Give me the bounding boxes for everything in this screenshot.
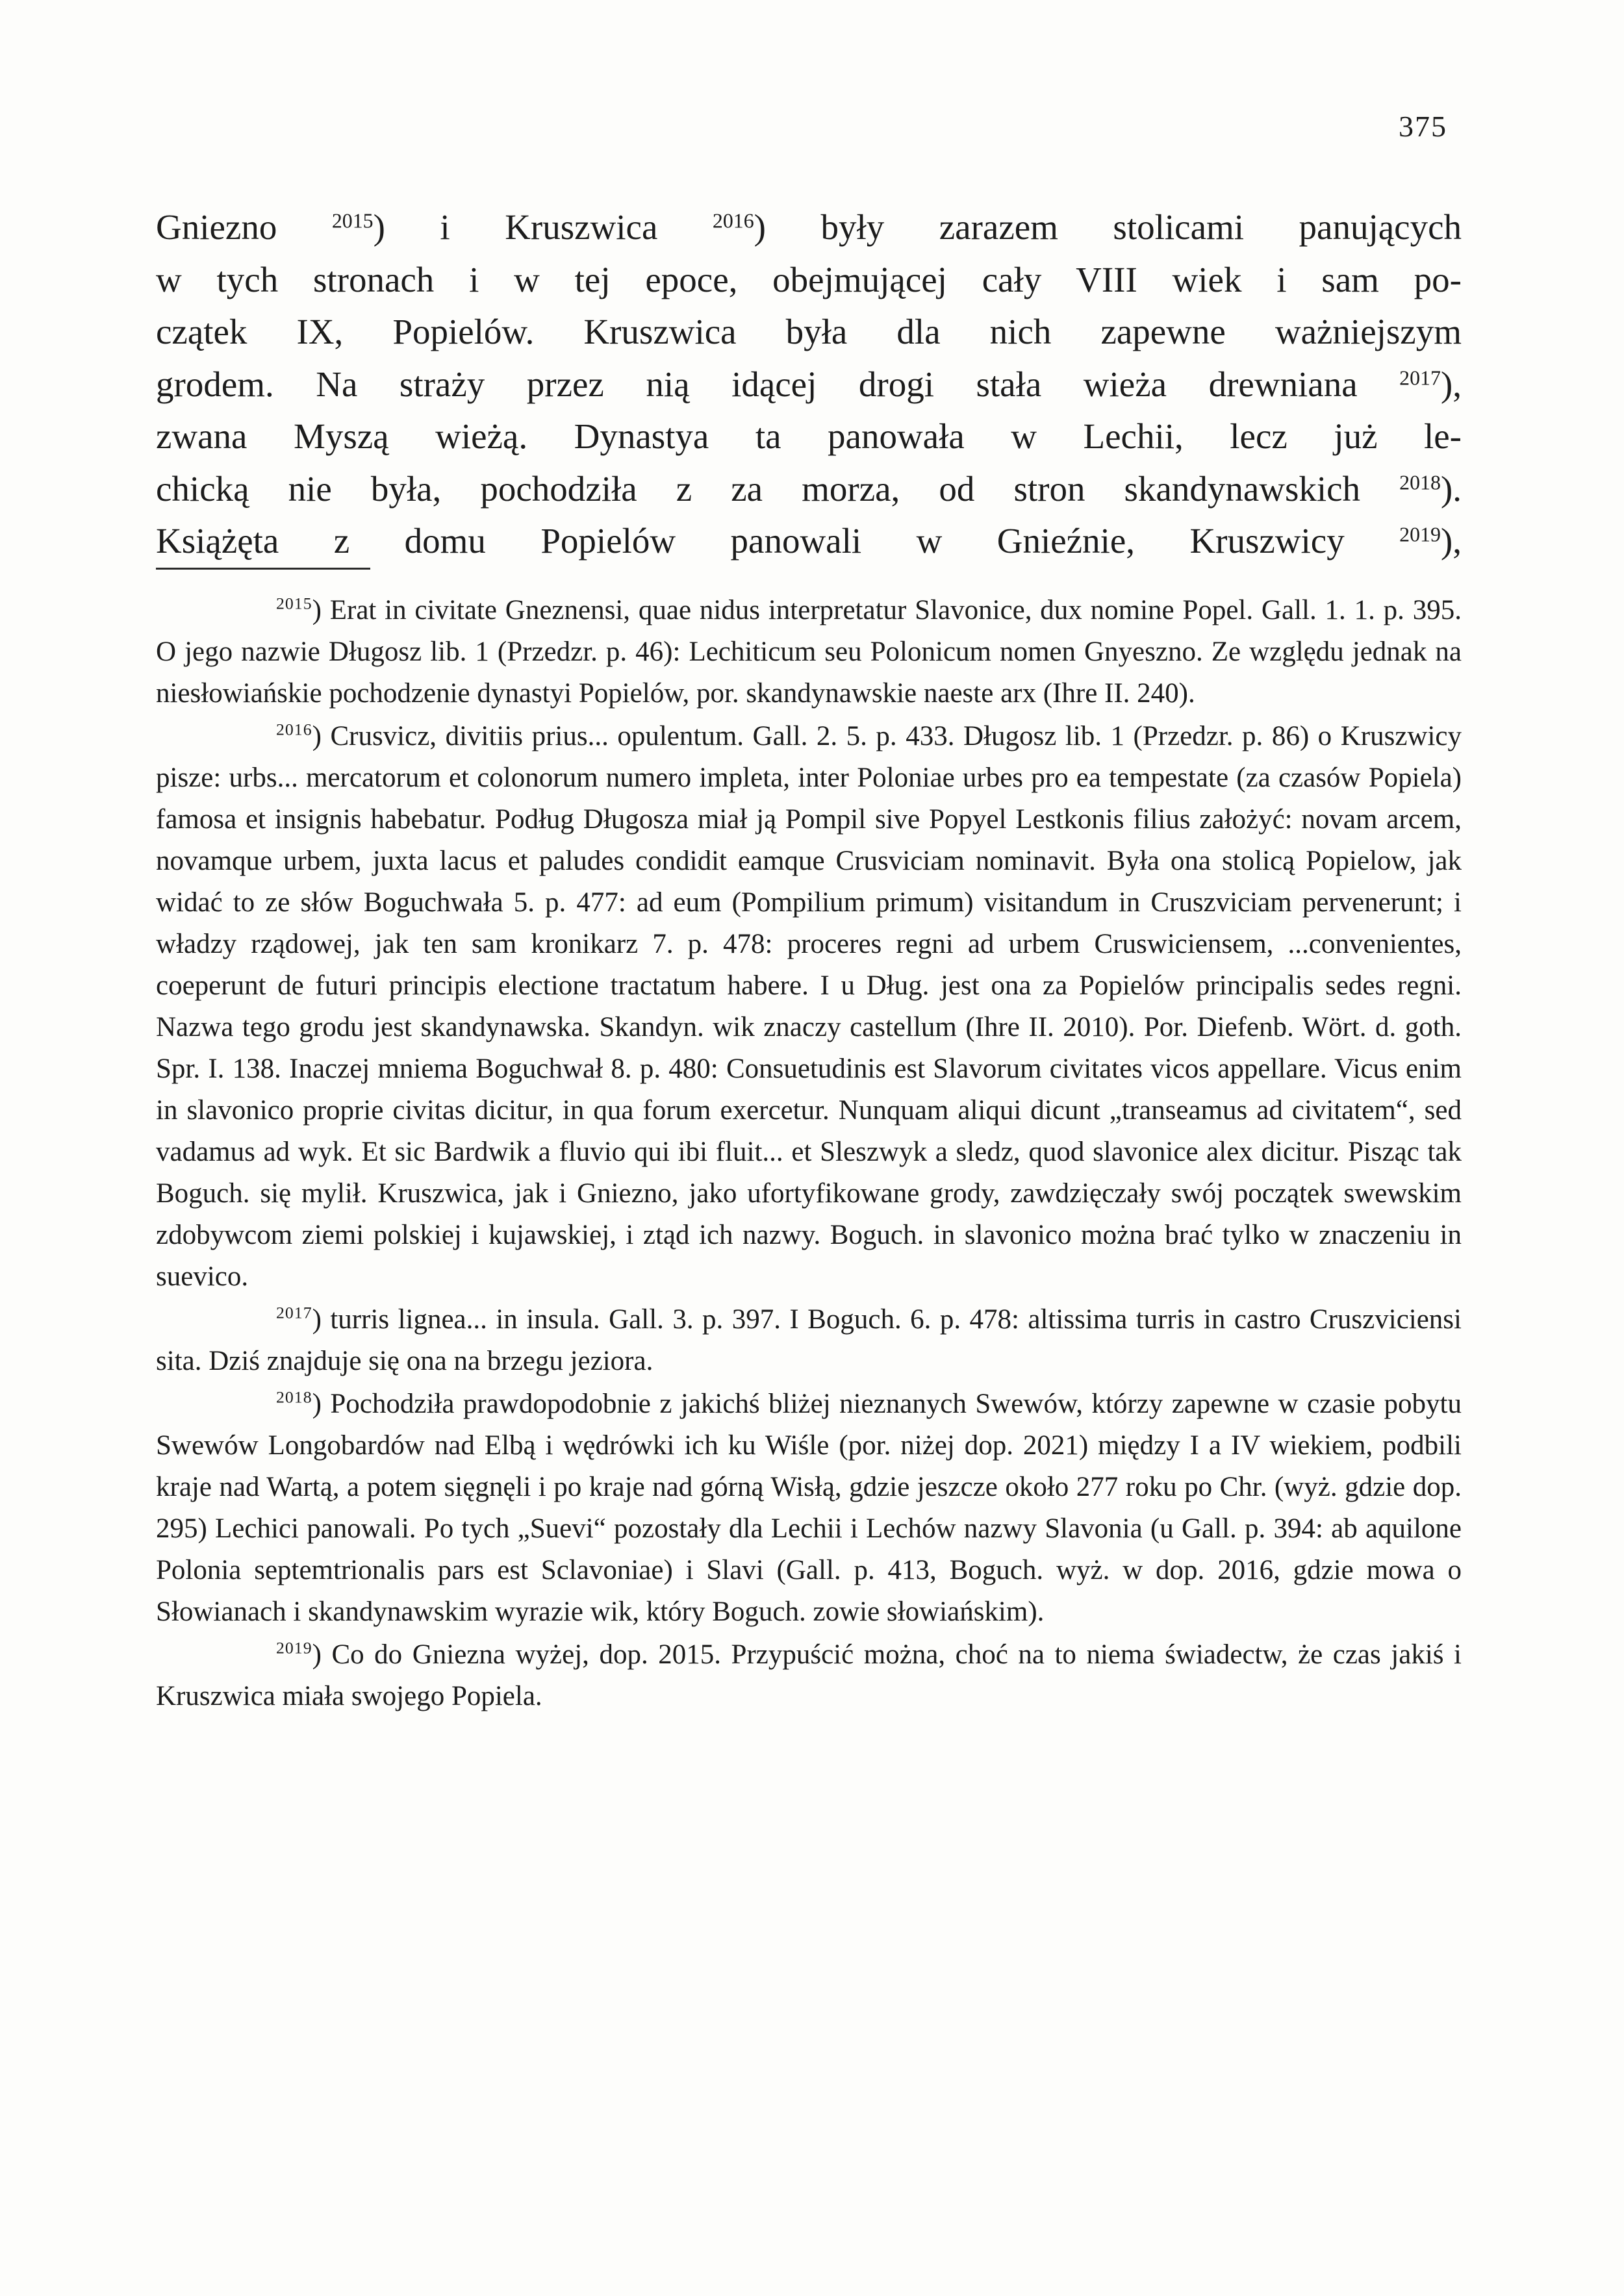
footnote-number: 2017 — [276, 1303, 312, 1322]
footnote-2016 — [156, 716, 1462, 1298]
text-line: Książęta z domu Popielów panowali w Gnieźnie, Kruszwicy $^{2019}$), — [156, 521, 1462, 561]
text-line: czątek IX, Popielów. Kruszwica była dla nich zapewne ważniejszym — [156, 312, 1462, 351]
text-line: Gniezno $^{2015}$) i Kruszwica $^{2016}$) były zarazem stolicami panujących — [156, 207, 1462, 247]
footnote-ref[interactable]: 2017 — [1399, 366, 1441, 389]
footnote-divider — [156, 568, 370, 570]
footnote-ref[interactable]: 2016 — [712, 209, 754, 233]
text-line: zwana Myszą wieżą. Dynastya ta panowała w Lechii, lecz już le- — [156, 416, 1462, 456]
main-text — [156, 201, 1462, 568]
footnote-number: 2015 — [276, 594, 312, 613]
footnote-2018 — [156, 1383, 1462, 1633]
footnote-text: ) Crusvicz, divitiis prius... opulentum. Gall. 2. 5. p. 433. Długosz lib. 1 (Przedzr. p. 86) o Kruszwicy pisze: urbs... mercatorum et colonorum numero impleta, inter Poloniae urbes pro ea tempestate (za czasów Popiela) famosa et insignis habebatur. Podług Długosza miał ją Pompil sive Popyel Lestkonis filius założyć: novam arcem, novamque urbem, juxta lacus et paludes condidit eamque Crusviciam nominavit. Była ona stolicą Popielow, jak widać to ze słów Boguchwała 5. p. 477: ad eum (Pompilium primum) visitandum in Cruszviciam pervenerunt; i władzy rządowej, jak ten sam kronikarz 7. p. 478: proceres regni ad urbem Cruswiciensem, ...convenientes, coeperunt de futuri principis electione tractatum habere. I u Dług. jest ona za Popielów principalis sedes regni. Nazwa tego grodu jest skandynawska. Skandyn. wik znaczy castellum (Ihre II. 2010). Por. Diefenb. Wört. d. goth. Spr. I. 138. Inaczej mniema Boguchwał 8. p. 480: Consuetudinis est Slavorum civitates vicos appellare. Vicus enim in slavonico proprie civitas dicitur, in qua forum exercetur. Nunquam aliqui dicunt „transeamus ad civitatem“, sed vadamus ad wyk. Et sic Bardwik a fluvio qui ibi fluit... et Sleszwyk a sledz, quod slavonice alex dicitur. Pisząc tak Boguch. się mylił. Kruszwica, jak i Gniezno, jako ufortyfikowane grody, zawdzięczały swój początek swewskim zdobywcom ziemi polskiej i kujawskiej, i ztąd ich nazwy. Boguch. in slavonico można brać tylko w znaczeniu in suevico. — [156, 721, 1462, 1292]
footnote-text: ) Co do Gniezna wyżej, dop. 2015. Przypuścić można, choć na to niema świadectw, że czas jakiś i Kruszwica miała swojego Popiela. — [156, 1639, 1462, 1711]
footnote-text: ) Erat in civitate Gneznensi, quae nidus interpretatur Slavonice, dux nomine Popel. Gall. 1. 1. p. 395. O jego nazwie Długosz lib. 1 (Przedzr. p. 46): Lechiticum seu Polonicum nomen Gnyeszno. Ze względu jednak na niesłowiańskie pochodzenie dynastyi Popielów, por. skandynawskie naeste arx (Ihre II. 240). — [156, 595, 1462, 709]
footnote-text: ) Pochodziła prawdopodobnie z jakichś bliżej nieznanych Swewów, którzy zapewne w czasie pobytu Swewów Longobardów nad Elbą i wędrówki ich ku Wiśle (por. niżej dop. 2021) między I a IV wiekiem, podbili kraje nad Wartą, a potem sięgnęli i po kraje nad górną Wisłą, gdzie jeszcze około 277 roku po Chr. (wyż. gdzie dop. 295) Lechici panowali. Po tych „Suevi“ pozostały dla Lechii i Lechów nazwy Slavonia (u Gall. p. 394: ab aquilone Polonia septemtrionalis pars est Sclavoniae) i Slavi (Gall. p. 413, Boguch. wyż. w dop. 2016, gdzie mowa o Słowianach i skandynawskim wyrazie wik, który Boguch. zowie słowiańskim). — [156, 1389, 1462, 1627]
footnote-number: 2018 — [276, 1387, 312, 1407]
footnote-text: ) turris lignea... in insula. Gall. 3. p. 397. I Boguch. 6. p. 478: altissima turris in castro Cruszviciensi sita. Dziś znajduje się ona na brzegu jeziora. — [156, 1304, 1462, 1376]
text-line: grodem. Na straży przez nią idącej drogi stała wieża drewniana $^{2017}$), — [156, 364, 1462, 404]
footnote-number: 2019 — [276, 1638, 312, 1658]
footnote-2017 — [156, 1299, 1462, 1382]
footnote-2019 — [156, 1634, 1462, 1717]
text-line: w tych stronach i w tej epoce, obejmującej cały VIII wiek i sam po- — [156, 259, 1462, 299]
footnote-number: 2016 — [276, 720, 312, 739]
footnotes — [156, 590, 1462, 1717]
footnote-ref[interactable]: 2018 — [1399, 470, 1441, 494]
footnote-2015 — [156, 590, 1462, 714]
text-line: chicką nie była, pochodziła z za morza, od stron skandynawskich $^{2018}$). — [156, 468, 1462, 509]
page-number: 375 — [1399, 110, 1447, 143]
footnote-ref[interactable]: 2019 — [1399, 523, 1441, 546]
footnote-ref[interactable]: 2015 — [331, 209, 374, 233]
